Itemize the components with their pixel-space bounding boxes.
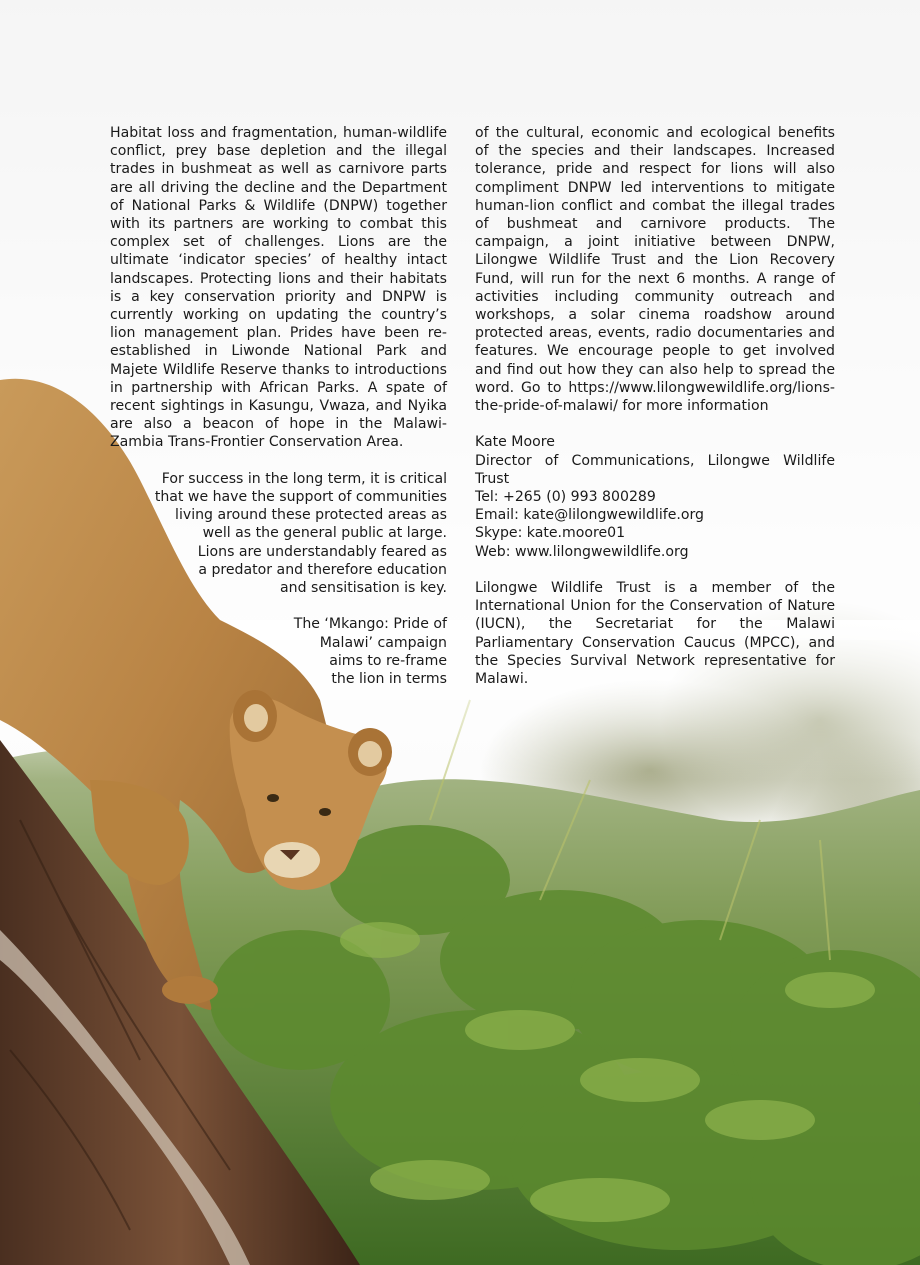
text-line: living around these protected areas as: [175, 507, 447, 524]
contact-name: Kate Moore: [475, 434, 555, 451]
text-line: well as the general public at large.: [202, 525, 447, 542]
text-line: the lion in terms: [331, 671, 447, 688]
right-paragraph-membership: Lilongwe Wildlife Trust is a member of the International Union for the Conservation of Nature (IUCN), the Secretariat for the Malawi Parliamentary Conservation Caucus (MPCC), and the Species Survival Network representative for Malawi.: [475, 580, 835, 688]
contact-title: Director of Communications, Lilongwe Wildlife Trust: [475, 452, 835, 487]
text-line: and sensitisation is key.: [280, 580, 447, 597]
left-paragraph-habitat: Habitat loss and fragmentation, human-wildlife conflict, prey base depletion and the illegal trades in bushmeat as well as carnivore parts are all driving the decline and the Department of National Parks & Wildlife (DNPW) together with its partners are working to combat this complex set of challenges. Lions are the ultimate ‘indicator species’ of healthy intact landscapes. Protecting lions and their habitats is a key conservation priority and DNPW is currently working on updating the country’s lion management plan. Prides have been re-established in Liwonde National Park and Majete Wildlife Reserve thanks to introductions in partnership with African Parks. A spate of recent sightings in Kasungu, Vwaza, and Nyika are also a beacon of hope in the Malawi-Zambia Trans-Frontier Conservation Area.: [110, 125, 447, 451]
text-line: Lions are understandably feared as: [197, 543, 447, 560]
right-paragraph-campaign: of the cultural, economic and ecological benefits of the species and their landscapes. Increased tolerance, pride and respect for lions will also compliment DNPW led interventions to mitigate human-lion conflict and combat the illegal trades of bushmeat and carnivore products. The campaign, a joint initiative between DNPW, Lilongwe Wildlife Trust and the Lion Recovery Fund, will run for the next 6 months. A range of activities including community outreach and workshops, a solar cinema roadshow around protected areas, events, radio documentaries and features. We encourage people to get involved and find out how they can also help to spread the word. Go to https://www.lilongwewildlife.org/lions-the-pride-of-malawi/ for more information: [475, 125, 835, 415]
right-text-column: [475, 124, 835, 688]
left-text-column: [110, 124, 447, 688]
contact-phone: Tel: +265 (0) 993 800289: [475, 489, 656, 506]
text-line: Malawi’ campaign: [319, 634, 447, 651]
left-paragraph-campaign: [110, 615, 447, 688]
contact-web: Web: www.lilongwewildlife.org: [475, 543, 689, 560]
text-line: The ‘Mkango: Pride of: [293, 616, 447, 633]
text-line: aims to re-frame: [329, 652, 447, 669]
contact-block: [475, 433, 835, 560]
text-line: For success in the long term, it is critical: [161, 470, 447, 487]
left-paragraph-success: [110, 470, 447, 597]
contact-email: Email: kate@lilongwewildlife.org: [475, 507, 704, 524]
text-line: a predator and therefore education: [198, 561, 447, 578]
text-line: that we have the support of communities: [154, 489, 447, 506]
contact-skype: Skype: kate.moore01: [475, 525, 626, 542]
